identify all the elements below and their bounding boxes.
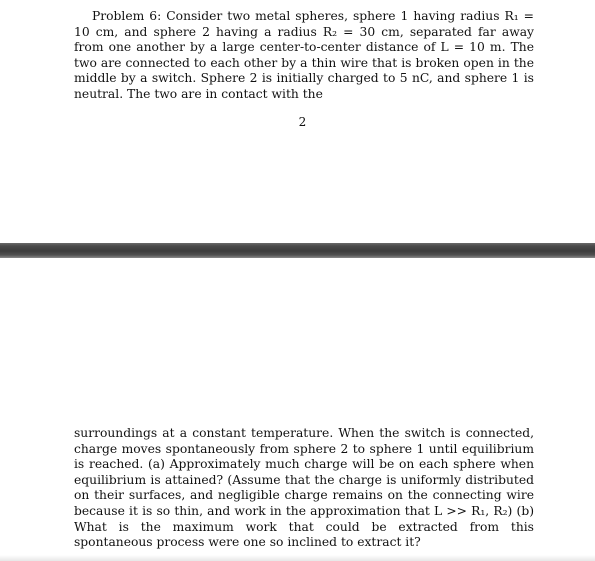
problem-text-continued-end: surroundings at a constant temperature. When the switch is connected, charge moves spontaneously from sphere 2 to sphere 1 until equilibrium is reached. (a) Approximately much charge will be on each sphere when equilibrium is attained? (Assume that the charge is uniformly distributed on their surfaces, and negligible charge remains on the connecting wire because it is so thin, and work in the approximation that L >> R₁, R₂) (b) What is the maximum work that could be extracted from this spontaneous process were one so inclined to extract it?: [74, 426, 534, 550]
page-top: [0, 0, 595, 243]
bottom-edge-shadow: [0, 555, 595, 561]
page-separator: [0, 243, 595, 258]
problem-text-continued-start: Problem 6: Consider two metal spheres, sphere 1 having radius R₁ = 10 cm, and sphere 2 having a radius R₂ = 30 cm, separated far away from one another by a large center-to-center distance of L = 10 m. The two are connected to each other by a thin wire that is broken open in the middle by a switch. Sphere 2 is initially charged to 5 nC, and sphere 1 is neutral. The two are in contact with the: [74, 9, 534, 101]
page-number: 2: [298, 115, 307, 129]
page-bottom: [0, 258, 595, 561]
